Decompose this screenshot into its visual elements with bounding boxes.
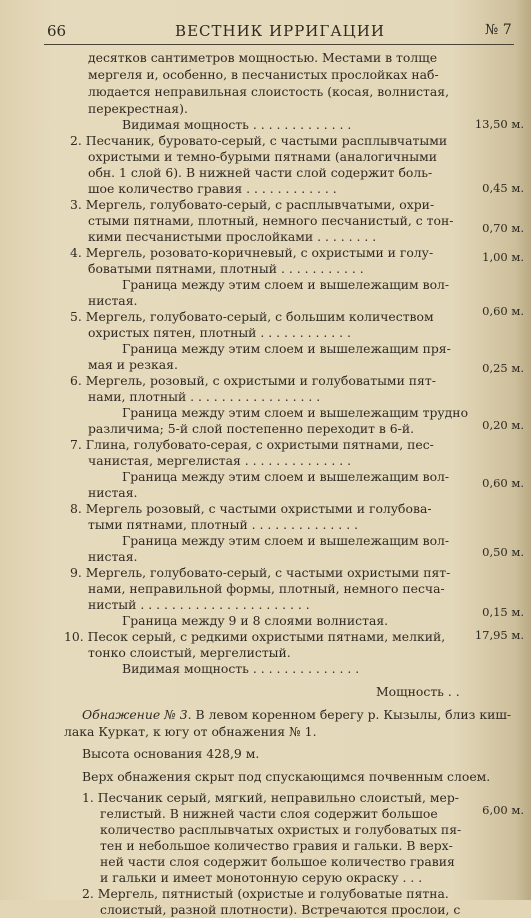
text-line: Верх обнажения скрыт под спускающимся почвенным слоем. xyxy=(82,769,491,784)
text-line: различима; 5-й слой постепенно переходит в 6-й. xyxy=(88,421,415,436)
thickness-value: 17,95 м. xyxy=(474,628,524,642)
text-line: перекрестная). xyxy=(88,101,188,116)
thickness-value: 0,45 м. xyxy=(482,181,524,195)
text-line: Граница между этим слоем и вышележащим вол- xyxy=(122,469,450,484)
text-line: людается неправильная слоистость (косая, волнистая, xyxy=(88,84,450,99)
issue-number: № 7 xyxy=(485,22,512,38)
text-line: количество расплывчатых охристых и голубоватых пя- xyxy=(100,822,462,837)
text-line: нами, плотный . . . . . . . . . . . . . . . . . xyxy=(88,389,321,404)
text-line: Высота основания 428,9 м. xyxy=(82,746,260,761)
text-line: Граница между этим слоем и вышележащим вол- xyxy=(122,277,450,292)
text-line: 4. Мергель, розовато-коричневый, с охристыми и голу- xyxy=(70,245,434,260)
text-line: лака Куркат, к югу от обнажения № 1. xyxy=(64,724,317,739)
text-line: 3. Мергель, голубовато-серый, с расплывчатыми, охри- xyxy=(70,197,435,212)
thickness-value: 0,60 м. xyxy=(482,476,524,490)
text-line: тыми пятнами, плотный . . . . . . . . . . . . . . xyxy=(88,517,359,532)
text-line: 1. Песчаник серый, мягкий, неправильно слоистый, мер- xyxy=(82,790,459,805)
text-line: 6. Мергель, розовый, с охристыми и голубоватыми пят- xyxy=(70,373,436,388)
text-line: мая и резкая. xyxy=(88,357,178,372)
text-line: тонко слоистый, мергелистый. xyxy=(88,645,291,660)
text-line: Граница между 9 и 8 слоями волнистая. xyxy=(122,613,389,628)
journal-title: ВЕСТНИК ИРРИГАЦИИ xyxy=(175,22,385,40)
text-line: десятков сантиметров мощностью. Местами в толще xyxy=(88,50,438,65)
text-line: 8. Мергель розовый, с частыми охристыми и голубова- xyxy=(70,501,432,516)
text-line: охристыми и темно-бурыми пятнами (аналогичными xyxy=(88,149,438,164)
thickness-value: 0,15 м. xyxy=(482,605,524,619)
text-line: Граница между этим слоем и вышележащим пря- xyxy=(122,341,451,356)
text-line: стыми пятнами, плотный, немного песчанистый, с тон- xyxy=(88,213,454,228)
text-line: ней части слоя содержит большое количество гравия xyxy=(100,854,455,869)
text-line: Обнажение № 3. В левом коренном берегу р. Кызылы, близ киш- xyxy=(82,707,512,722)
text-line: и гальки и имеет монотонную серую окраску . . . xyxy=(100,870,423,885)
text-line: нами, неправильной формы, плотный, немного песча- xyxy=(88,581,445,596)
text-line: мергеля и, особенно, в песчанистых прослойках наб- xyxy=(88,67,439,82)
text-line: 2. Песчаник, буровато-серый, с частыми расплывчатыми xyxy=(70,133,448,148)
text-line: кими песчанистыми прослойками . . . . . . . . xyxy=(88,229,377,244)
text-line: тен и небольшое количество гравия и гальки. В верх- xyxy=(100,838,453,853)
text-line: чанистая, мергелистая . . . . . . . . . . . . . . xyxy=(88,453,352,468)
text-line: слоистый, разной плотности). Встречаются прослои, с xyxy=(100,902,461,917)
text-line: Мощность . . xyxy=(376,684,460,699)
text-line: 7. Глина, голубовато-серая, с охристыми пятнами, пес- xyxy=(70,437,434,452)
thickness-value: 0,25 м. xyxy=(482,361,524,375)
text-line: нистая. xyxy=(88,485,138,500)
text-line: обн. 1 слой 6). В нижней части слой содержит боль- xyxy=(88,165,433,180)
text-line: боватыми пятнами, плотный . . . . . . . . . . . xyxy=(88,261,364,276)
thickness-value: 0,50 м. xyxy=(482,545,524,559)
text-line: шое количество гравия . . . . . . . . . . . . xyxy=(88,181,337,196)
text-line: нистая. xyxy=(88,293,138,308)
text-line: гелистый. В нижней части слоя содержит большое xyxy=(100,806,438,821)
text-line: нистая. xyxy=(88,549,138,564)
text-line: 10. Песок серый, с редкими охристыми пятнами, мелкий, xyxy=(64,629,446,644)
running-header xyxy=(0,22,531,42)
thickness-value: 1,00 м. xyxy=(482,250,524,264)
text-line: охристых пятен, плотный . . . . . . . . . . . . xyxy=(88,325,351,340)
text-line: нистый . . . . . . . . . . . . . . . . . . . . . . xyxy=(88,597,310,612)
text-line: Граница между этим слоем и вышележащим трудно xyxy=(122,405,469,420)
thickness-value: 6,00 м. xyxy=(482,803,524,817)
thickness-value: 0,70 м. xyxy=(482,221,524,235)
header-rule xyxy=(44,44,514,45)
text-line: Видимая мощность . . . . . . . . . . . . . xyxy=(122,117,352,132)
page-number: 66 xyxy=(47,22,67,40)
text-line: Видимая мощность . . . . . . . . . . . . . . xyxy=(122,661,360,676)
text-line: 2. Мергель, пятнистый (охристые и голубоватые пятна. xyxy=(82,886,449,901)
thickness-value: 0,20 м. xyxy=(482,418,524,432)
text-line: 9. Мергель, голубовато-серый, с частыми охристыми пят- xyxy=(70,565,451,580)
text-line: Граница между этим слоем и вышележащим вол- xyxy=(122,533,450,548)
thickness-value: 13,50 м. xyxy=(474,117,524,131)
text-line: 5. Мергель, голубовато-серый, с большим количеством xyxy=(70,309,434,324)
thickness-value: 0,60 м. xyxy=(482,304,524,318)
